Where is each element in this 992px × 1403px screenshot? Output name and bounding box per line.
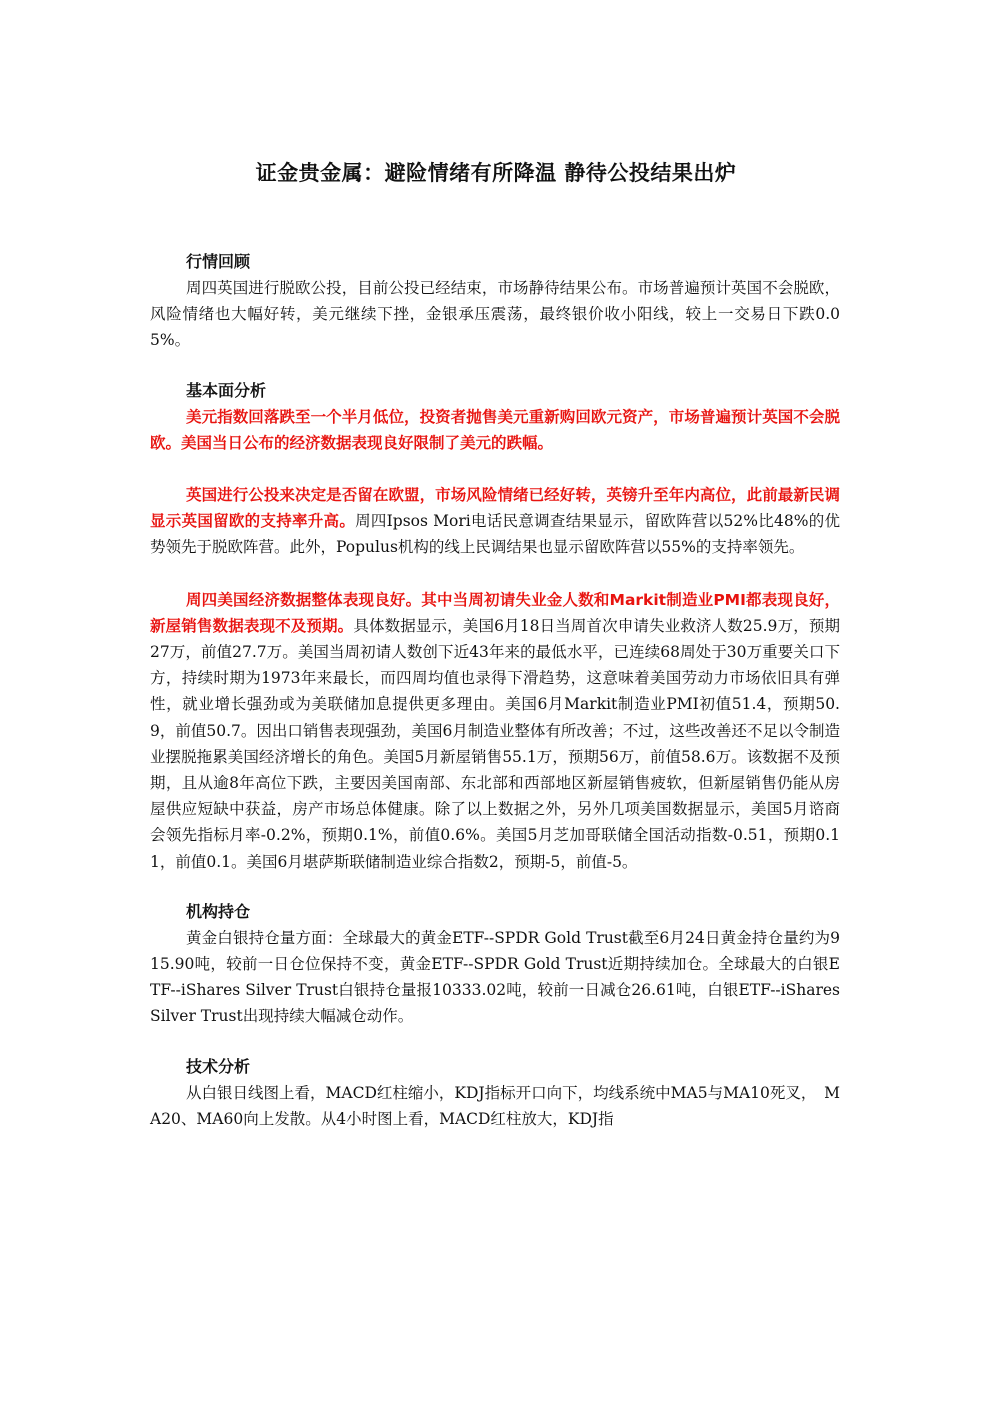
- highlighted-text: 英国进行公投来决定是否留在欧盟，市场风险情绪已经好转，英镑升至年内高位，此前最新民调显示英国留欧的支持率升高。: [150, 486, 840, 531]
- paragraph-text: 周四Ipsos Mori电话民意调查结果显示，留欧阵营以52%比48%的优势领先于脱欧阵营。此外，Populus机构的线上民调结果也显示留欧阵营以55%的支持率领先。: [150, 512, 840, 557]
- paragraph: [150, 275, 840, 354]
- section-heading: 技术分析: [186, 1056, 251, 1076]
- paragraph: [150, 925, 840, 1030]
- paragraph-text: 黄金白银持仓量方面：全球最大的黄金ETF--SPDR Gold Trust截至6月24日黄金持仓量约为915.90吨，较前一日仓位保持不变，黄金ETF--SPDR Gold Trust近期持续加仓。全球最大的白银ETF--iShares Silver Trust白银持仓量报10333.02吨，较前一日减仓26.61吨，白银ETF--iShares Silver Trust出现持续大幅减仓动作。: [150, 928, 840, 1026]
- section-technical-analysis: [150, 1054, 840, 1132]
- document-body: [150, 249, 840, 1156]
- section-heading: 行情回顾: [186, 252, 251, 271]
- highlighted-text: 周四美国经济数据整体表现良好。其中当周初请失业金人数和Markit制造业PMI都表现良好，新屋销售数据表现不及预期。: [150, 590, 840, 635]
- section-heading: 基本面分析: [186, 380, 267, 400]
- section-institutional-holdings: [150, 899, 840, 1030]
- paragraph: [150, 1080, 840, 1132]
- paragraph: [150, 587, 840, 875]
- paragraph-text: 具体数据显示，美国6月18日当周首次申请失业救济人数25.9万，预期27万，前值27.7万。美国当周初请人数创下近43年来的最低水平，已连续68周处于30万重要关口下方，持续时期为1973年来最长，而四周均值也录得下滑趋势，这意味着美国劳动力市场依旧具有弹性，就业增长强劲或为美联储加息提供更多理由。美国6月Markit制造业PMI初值51.4，预期50.9，前值50.7。因出口销售表现强劲，美国6月制造业整体有所改善；不过，这些改善还不足以令制造业摆脱拖累美国经济增长的角色。美国5月新屋销售55.1万，预期56万，前值58.6万。该数据不及预期，且从逾8年高位下跌，主要因美国南部、东北部和西部地区新屋销售疲软，但新屋销售仍能从房屋供应短缺中获益，房产市场总体健康。除了以上数据之外，另外几项美国数据显示，美国5月谘商会领先指标月率-0.2%，预期0.1%，前值0.6%。美国5月芝加哥联储全国活动指数-0.51，预期0.11，前值0.1。美国6月堪萨斯联储制造业综合指数2，预期-5，前值-5。: [150, 616, 840, 871]
- section-market-review: [150, 249, 840, 354]
- paragraph-text: 从白银日线图上看，MACD红柱缩小，KDJ指标开口向下，均线系统中MA5与MA10死叉， MA20、MA60向上发散。从4小时图上看，MACD红柱放大，KDJ指: [150, 1083, 840, 1128]
- highlighted-text: 美元指数回落跌至一个半月低位，投资者抛售美元重新购回欧元资产，市场普遍预计英国不会脱欧。美国当日公布的经济数据表现良好限制了美元的跌幅。: [150, 407, 840, 452]
- section-heading: 机构持仓: [186, 901, 251, 921]
- document-title: 证金贵金属：避险情绪有所降温 静待公投结果出炉: [255, 161, 737, 185]
- paragraph-text: 周四英国进行脱欧公投，目前公投已经结束，市场静待结果公布。市场普遍预计英国不会脱欧，风险情绪也大幅好转，美元继续下挫，金银承压震荡，最终银价收小阳线，较上一交易日下跌0.05%。: [150, 279, 840, 350]
- section-fundamental-analysis: [150, 378, 840, 875]
- paragraph: [150, 482, 840, 561]
- paragraph: [150, 404, 840, 456]
